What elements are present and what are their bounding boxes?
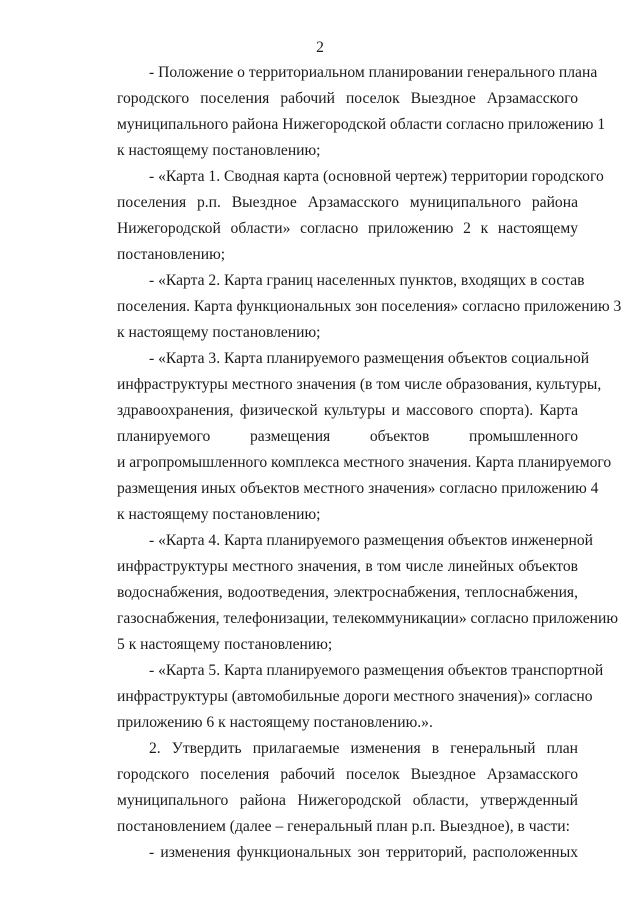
text-line: поселения. Карта функциональных зон поселения» согласно приложению 3 xyxy=(117,298,622,315)
text-line: постановлением (далее – генеральный план р.п. Выездное), в части: xyxy=(117,818,570,835)
text-line: 5 к настоящему постановлению; xyxy=(117,636,333,653)
document-body xyxy=(117,60,622,866)
text-line: муниципального района Нижегородской области согласно приложению 1 xyxy=(117,116,606,133)
text-line: - «Карта 3. Карта планируемого размещения объектов социальной xyxy=(149,350,590,367)
text-line: муниципального района Нижегородской области, утвержденный xyxy=(117,792,578,809)
text-line: - «Карта 5. Карта планируемого размещения объектов транспортной xyxy=(149,662,604,679)
text-line: - «Карта 4. Карта планируемого размещения объектов инженерной xyxy=(149,532,593,549)
text-line: постановлению; xyxy=(117,246,226,263)
text-line: планируемого размещения объектов промышленного xyxy=(117,428,578,445)
text-line: и агропромышленного комплекса местного значения. Карта планируемого xyxy=(117,454,612,471)
text-line: к настоящему постановлению; xyxy=(117,142,321,159)
text-line: городского поселения рабочий поселок Выездное Арзамасского xyxy=(117,766,578,783)
text-line: Нижегородской области» согласно приложению 2 к настоящему xyxy=(117,220,578,237)
text-line: газоснабжения, телефонизации, телекоммуникации» согласно приложению xyxy=(117,610,619,627)
text-line: - «Карта 2. Карта границ населенных пунктов, входящих в состав xyxy=(149,272,585,289)
text-line: - изменения функциональных зон территорий, расположенных xyxy=(149,844,578,861)
text-line: инфраструктуры местного значения (в том числе образования, культуры, xyxy=(117,376,602,393)
text-line: к настоящему постановлению; xyxy=(117,506,321,523)
text-line: 2. Утвердить прилагаемые изменения в генеральный план xyxy=(149,740,578,757)
text-line: к настоящему постановлению; xyxy=(117,324,321,341)
text-line: здравоохранения, физической культуры и массового спорта). Карта xyxy=(117,402,578,419)
text-line: поселения р.п. Выездное Арзамасского муниципального района xyxy=(117,194,578,211)
text-line: городского поселения рабочий поселок Выездное Арзамасского xyxy=(117,90,578,107)
text-line: инфраструктуры местного значения, в том числе линейных объектов xyxy=(117,558,578,575)
text-line: - Положение о территориальном планировании генерального плана xyxy=(149,64,598,81)
text-line: водоснабжения, водоотведения, электроснабжения, теплоснабжения, xyxy=(117,584,578,601)
text-line: размещения иных объектов местного значения» согласно приложению 4 xyxy=(117,480,599,497)
page-number: 2 xyxy=(316,39,324,56)
text-line: инфраструктуры (автомобильные дороги местного значения)» согласно xyxy=(117,688,593,705)
text-line: приложению 6 к настоящему постановлению.». xyxy=(117,714,433,731)
text-line: - «Карта 1. Сводная карта (основной чертеж) территории городского xyxy=(149,168,604,185)
